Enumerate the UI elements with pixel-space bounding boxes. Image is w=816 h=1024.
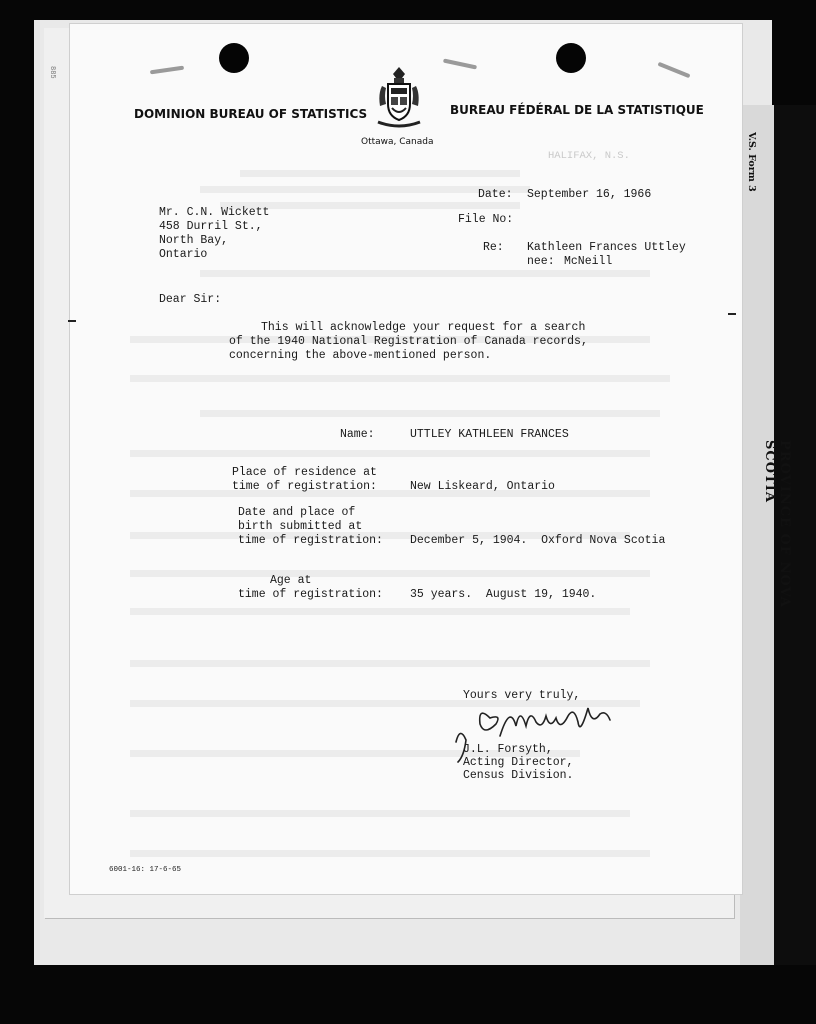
birth-value: December 5, 1904. Oxford Nova Scotia (410, 534, 666, 547)
punch-hole-left (219, 43, 249, 73)
coat-of-arms-emblem (374, 64, 424, 130)
under-sheet-number: 885 (48, 66, 56, 79)
side-province-label: PROVINCE OF NOVA SCOTIA (762, 440, 792, 608)
recipient-city: North Bay, (159, 234, 229, 247)
residence-label-1: Place of residence at (232, 466, 377, 479)
letterhead-location: Ottawa, Canada (361, 137, 434, 147)
signer-name: J.L. Forsyth, (463, 743, 553, 756)
date-label: Date: (478, 188, 513, 201)
file-label: File No: (458, 213, 514, 226)
signer-division: Census Division. (463, 769, 574, 782)
residence-value: New Liskeard, Ontario (410, 480, 555, 493)
recipient-province: Ontario (159, 248, 208, 261)
recipient-street: 458 Durril St., (159, 220, 263, 233)
age-label-1: Age at (270, 574, 312, 587)
re-value: Kathleen Frances Uttley (527, 241, 686, 254)
margin-tick-right (728, 313, 736, 315)
nee-label: nee: (527, 255, 555, 268)
salutation: Dear Sir: (159, 293, 222, 306)
punch-hole-right (556, 43, 586, 73)
age-label-2: time of registration: (238, 588, 383, 601)
age-value: 35 years. August 19, 1940. (410, 588, 597, 601)
body-line-1: This will acknowledge your request for a search (261, 321, 586, 334)
re-label: Re: (483, 241, 504, 254)
letterhead-french: BUREAU FÉDÉRAL DE LA STATISTIQUE (450, 103, 704, 117)
date-value: September 16, 1966 (527, 188, 652, 201)
signer-title: Acting Director, (463, 756, 574, 769)
body-line-2: of the 1940 National Registration of Canada records, (229, 335, 588, 348)
birth-label-1: Date and place of (238, 506, 356, 519)
ghost-halifax: HALIFAX, N.S. (548, 150, 630, 162)
side-form-label: V.S. Form 3 (746, 132, 757, 192)
name-label: Name: (340, 428, 375, 441)
recipient-name: Mr. C.N. Wickett (159, 206, 270, 219)
birth-label-2: birth submitted at (238, 520, 363, 533)
birth-label-3: time of registration: (238, 534, 383, 547)
complimentary-close: Yours very truly, (463, 689, 581, 702)
body-line-3: concerning the above-mentioned person. (229, 349, 492, 362)
margin-tick-left (68, 320, 76, 322)
letterhead-english: DOMINION BUREAU OF STATISTICS (134, 107, 368, 121)
name-value: UTTLEY KATHLEEN FRANCES (410, 428, 569, 441)
nee-value: McNeill (564, 255, 613, 268)
form-number: 6001-16: 17-6-65 (109, 866, 182, 874)
residence-label-2: time of registration: (232, 480, 377, 493)
